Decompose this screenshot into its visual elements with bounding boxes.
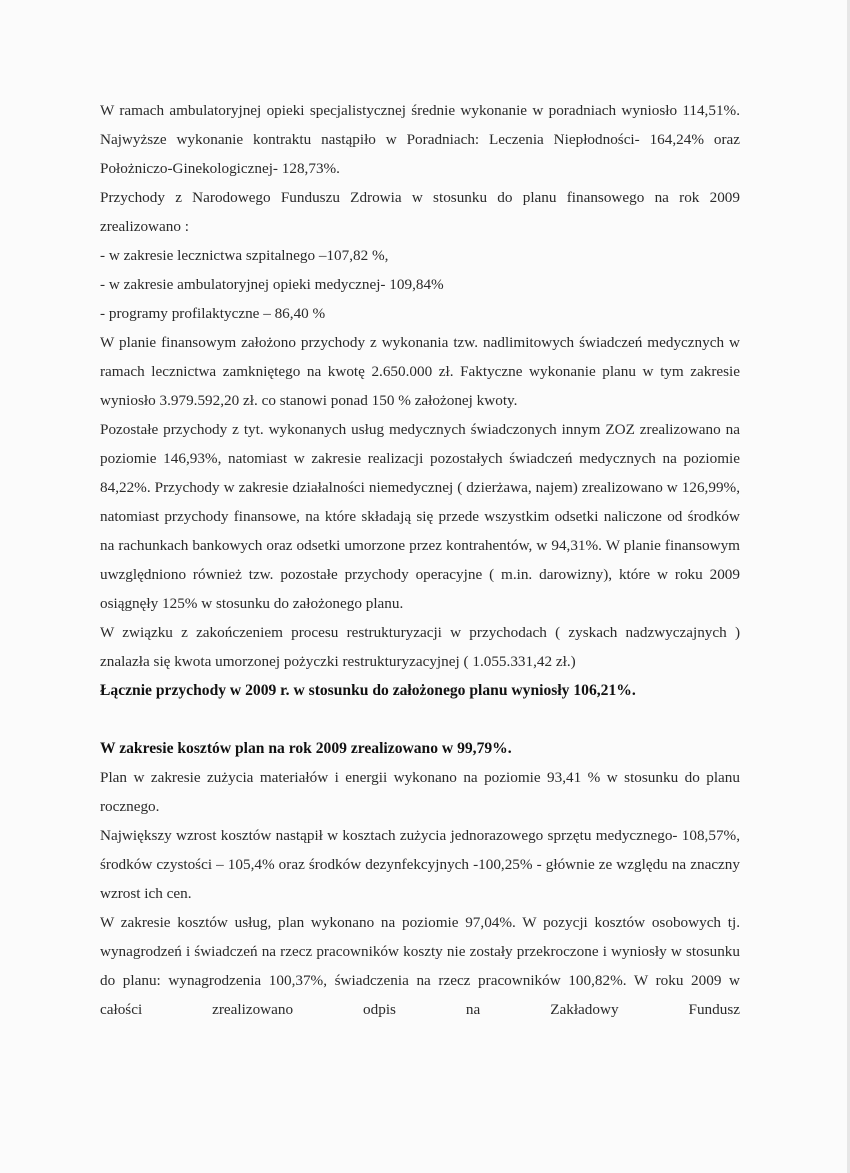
list-item-hospital: - w zakresie lecznictwa szpitalnego –107,82 %, [100, 247, 389, 264]
summary-revenue: Łącznie przychody w 2009 r. w stosunku do założonego planu wyniosły 106,21%. [100, 682, 636, 699]
document-body [100, 96, 740, 1024]
list-item-prevention: - programy profilaktyczne – 86,40 % [100, 305, 326, 322]
summary-costs: W zakresie kosztów plan na rok 2009 zrealizowano w 99,79%. [100, 740, 512, 757]
paragraph-other-revenue: Pozostałe przychody z tyt. wykonanych usług medycznych świadczonych innym ZOZ zrealizowano na poziomie 146,93%, natomiast w zakresie realizacji pozostałych świadczeń medycznych na poziomie 84,22%. Przychody w zakresie działalności niemedycznej ( dzierżawa, najem) zrealizowano w 126,99%, natomiast przychody finansowe, na które składają się przede wszystkim odsetki naliczone od środków na rachunkach bankowych oraz odsetki umorzone przez kontrahentów, w 94,31%. W planie finansowym uwzględniono również tzw. pozostałe przychody operacyjne ( m.in. darowizny), które w roku 2009 osiągnęły 125% w stosunku do założonego planu. [100, 421, 740, 612]
paragraph-restructuring: W związku z zakończeniem procesu restrukturyzacji w przychodach ( zyskach nadzwyczajnych ) znalazła się kwota umorzonej pożyczki restrukturyzacyjnej ( 1.055.331,42 zł.) [100, 624, 740, 670]
paragraph-cost-increase: Największy wzrost kosztów nastąpił w kosztach zużycia jednorazowego sprzętu medycznego- 108,57%, środków czystości – 105,4% oraz środków dezynfekcyjnych -100,25% - głównie ze względu na znaczny wzrost ich cen. [100, 827, 740, 902]
paragraph-overlimit-services: W planie finansowym założono przychody z wykonania tzw. nadlimitowych świadczeń medycznych w ramach lecznictwa zamkniętego na kwotę 2.650.000 zł. Faktyczne wykonanie planu w tym zakresie wyniosło 3.979.592,20 zł. co stanowi ponad 150 % założonej kwoty. [100, 334, 740, 409]
paragraph-nfz-revenue: Przychody z Narodowego Funduszu Zdrowia w stosunku do planu finansowego na rok 2009 zrealizowano : [100, 189, 740, 235]
paragraph-materials-energy: Plan w zakresie zużycia materiałów i energii wykonano na poziomie 93,41 % w stosunku do planu rocznego. [100, 769, 740, 815]
paragraph-services-personnel: W zakresie kosztów usług, plan wykonano na poziomie 97,04%. W pozycji kosztów osobowych tj. wynagrodzeń i świadczeń na rzecz pracowników koszty nie zostały przekroczone i wyniosły w stosunku do planu: wynagrodzenia 100,37%, świadczenia na rzecz pracowników 100,82%. W roku 2009 w całości zrealizowano odpis na Zakładowy Fundusz [100, 914, 740, 1018]
blank-line [100, 705, 740, 734]
paragraph-specialist-care: W ramach ambulatoryjnej opieki specjalistycznej średnie wykonanie w poradniach wyniosło 114,51%. Najwyższe wykonanie kontraktu nastąpiło w Poradniach: Leczenia Niepłodności- 164,24% oraz Położniczo-Ginekologicznej- 128,73%. [100, 102, 740, 177]
list-item-ambulatory: - w zakresie ambulatoryjnej opieki medycznej- 109,84% [100, 276, 444, 293]
